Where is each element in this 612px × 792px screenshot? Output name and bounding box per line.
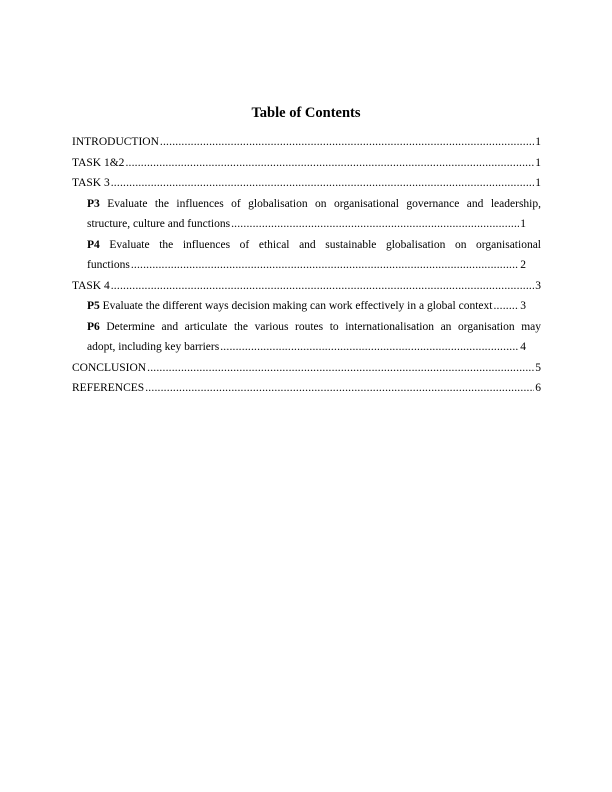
toc-entry-references[interactable] — [72, 378, 541, 399]
criterion-code: P5 — [87, 300, 100, 312]
dot-leader — [147, 358, 534, 379]
toc-page-number: 3 — [535, 279, 541, 292]
toc-entry-label[interactable]: Evaluate the different ways decision making can work effectively in a global context — [102, 300, 493, 312]
dot-leader — [125, 153, 534, 174]
criterion-code: P3 — [87, 197, 100, 210]
toc-entry-p5[interactable] — [72, 296, 541, 317]
toc-entry-p4[interactable] — [72, 235, 541, 276]
dot-leader — [111, 173, 535, 194]
toc-page-number: 6 — [535, 382, 541, 394]
dot-leader — [220, 337, 519, 358]
dot-leader — [131, 255, 519, 276]
toc-entry-introduction[interactable] — [72, 132, 541, 153]
toc-page-number: 3 — [520, 300, 526, 312]
toc-page-number: 2 — [520, 259, 526, 271]
toc-page-number: 1 — [535, 156, 541, 169]
toc-entry-task-3[interactable] — [72, 173, 541, 194]
toc-title: Table of Contents — [251, 105, 361, 121]
toc-entry-p6[interactable] — [72, 317, 541, 358]
toc-entry-label[interactable]: Evaluate the influences of ethical and sustainable globalisation on organisational — [109, 238, 541, 251]
toc-entry-label[interactable]: TASK 3 — [72, 177, 110, 189]
toc-entry-label[interactable]: TASK 4 — [72, 279, 110, 292]
criterion-code: P6 — [87, 320, 100, 333]
toc-page-number: 1 — [535, 177, 541, 189]
dot-leader — [145, 378, 534, 399]
toc-entry-first-line — [87, 317, 541, 338]
criterion-code: P4 — [87, 238, 100, 251]
toc-entry-label-continued[interactable]: functions — [87, 259, 130, 271]
toc-entry-label[interactable]: REFERENCES — [72, 382, 145, 394]
toc-entry-first-line — [87, 235, 541, 256]
toc-entry-label[interactable]: INTRODUCTION — [72, 136, 159, 148]
toc-entry-task-1-2[interactable] — [72, 153, 541, 174]
toc-entry-label-continued[interactable]: structure, culture and functions — [87, 218, 231, 230]
table-of-contents — [72, 132, 541, 399]
dot-leader — [493, 296, 519, 317]
dot-leader — [231, 214, 519, 235]
toc-entry-label[interactable]: Determine and articulate the various routes to internationalisation an organisation may — [106, 320, 541, 333]
toc-page-number: 4 — [520, 341, 526, 353]
toc-entry-text[interactable] — [87, 296, 492, 317]
toc-entry-conclusion[interactable] — [72, 358, 541, 379]
toc-entry-p3[interactable] — [72, 194, 541, 235]
dot-leader — [160, 132, 534, 153]
toc-entry-label[interactable]: CONCLUSION — [72, 361, 147, 374]
toc-entry-task-4[interactable] — [72, 276, 541, 297]
toc-page-number: 1 — [535, 136, 541, 148]
toc-entry-label[interactable]: TASK 1&2 — [72, 156, 125, 169]
toc-page-number: 5 — [535, 361, 541, 374]
toc-entry-label-continued[interactable]: adopt, including key barriers — [87, 341, 220, 353]
toc-entry-first-line — [87, 194, 541, 215]
toc-page-number: 1 — [520, 218, 526, 230]
dot-leader — [111, 276, 535, 297]
toc-entry-label[interactable]: Evaluate the influences of globalisation on organisational governance and leadership, — [107, 197, 541, 210]
